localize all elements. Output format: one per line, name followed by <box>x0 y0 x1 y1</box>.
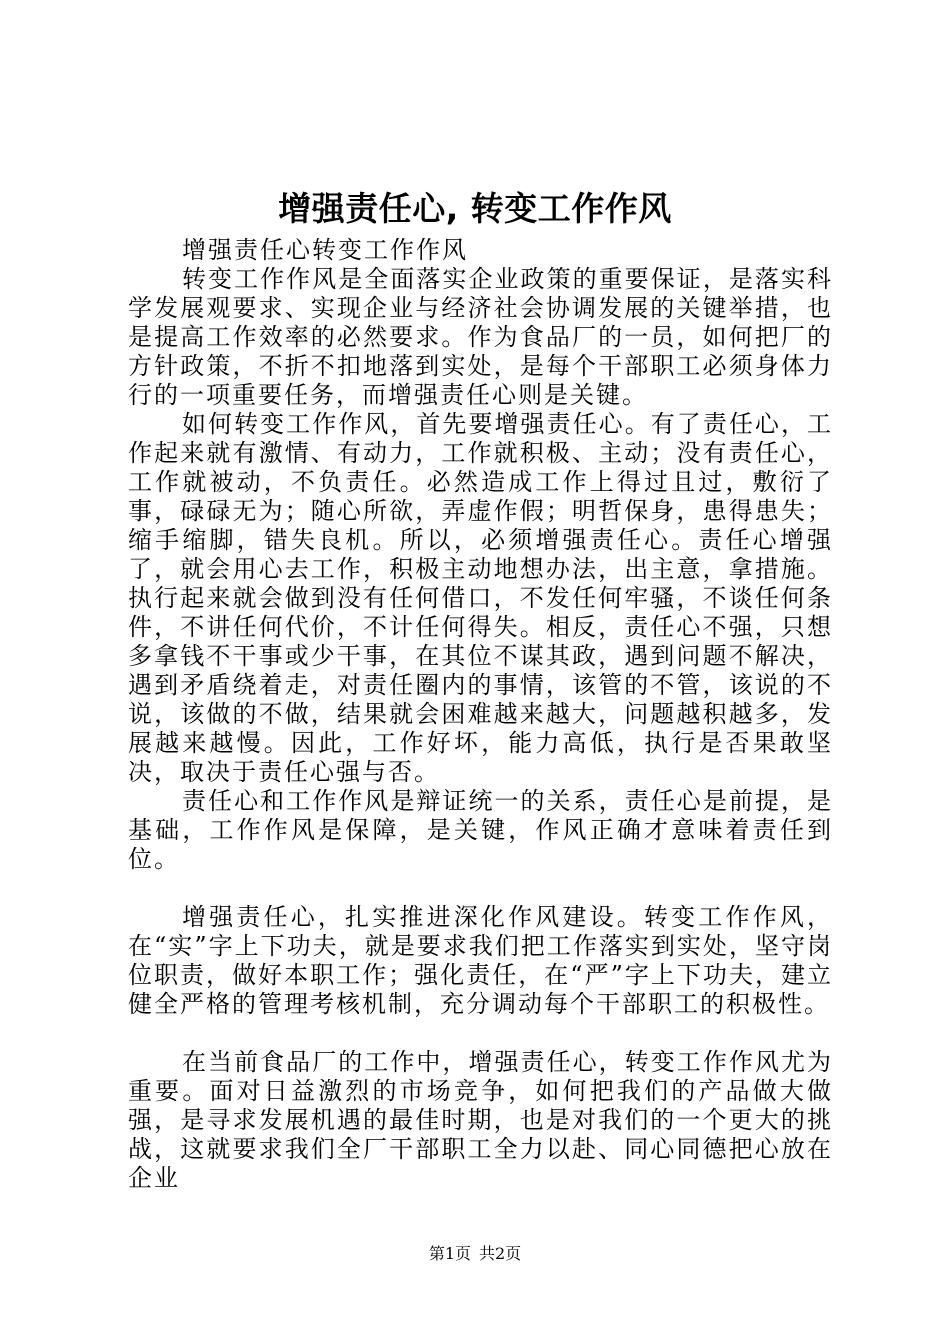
page-footer <box>0 1243 950 1265</box>
paragraph: 在当前食品厂的工作中，增强责任心，转变工作作风尤为重要。面对日益激烈的市场竞争，如何把我们的产品做大做强，是寻求发展机遇的最佳时期，也是对我们的一个更大的挑战，这就要求我们全厂干部职工全力以赴、同心同德把心放在企业 <box>128 1048 833 1192</box>
document-body <box>128 236 833 1193</box>
paragraph-subtitle: 增强责任心转变工作作风 <box>182 236 468 264</box>
page-total: 共2页 <box>479 1244 522 1263</box>
paragraph: 责任心和工作作风是辩证统一的关系，责任心是前提，是基础，工作作风是保障，是关键，作风正确才意味着责任到位。 <box>128 787 833 873</box>
paragraph: 转变工作作风是全面落实企业政策的重要保证，是落实科学发展观要求、实现企业与经济社会协调发展的关键举措，也是提高工作效率的必然要求。作为食品厂的一员，如何把厂的方针政策，不折不扣地落到实处，是每个干部职工必须身体力行的一项重要任务，而增强责任心则是关键。 <box>128 265 833 409</box>
document-title: 增强责任心, 转变工作作风 <box>278 189 672 228</box>
page-number: 第1页 <box>428 1244 471 1263</box>
paragraph: 增强责任心，扎实推进深化作风建设。转变工作作风，在“实”字上下功夫，就是要求我们把工作落实到实处，坚守岗位职责，做好本职工作；强化责任，在“严”字上下功夫，建立健全严格的管理考核机制，充分调动每个干部职工的积极性。 <box>128 903 833 1018</box>
paragraph: 如何转变工作作风，首先要增强责任心。有了责任心，工作起来就有激情、有动力，工作就积极、主动；没有责任心，工作就被动，不负责任。必然造成工作上得过且过，敷衍了事，碌碌无为；随心所欲，弄虚作假；明哲保身，患得患失；缩手缩脚，错失良机。所以，必须增强责任心。责任心增强了，就会用心去工作，积极主动地想办法，出主意，拿措施。执行起来就会做到没有任何借口，不发任何牢骚，不谈任何条件，不讲任何代价，不计任何得失。相反，责任心不强，只想多拿钱不干事或少干事，在其位不谋其政，遇到问题不解决，遇到矛盾绕着走，对责任圈内的事情，该管的不管，该说的不说，该做的不做，结果就会困难越来越大，问题越积越多，发展越来越慢。因此，工作好坏，能力高低，执行是否果敢坚决，取决于责任心强与否。 <box>128 410 833 786</box>
